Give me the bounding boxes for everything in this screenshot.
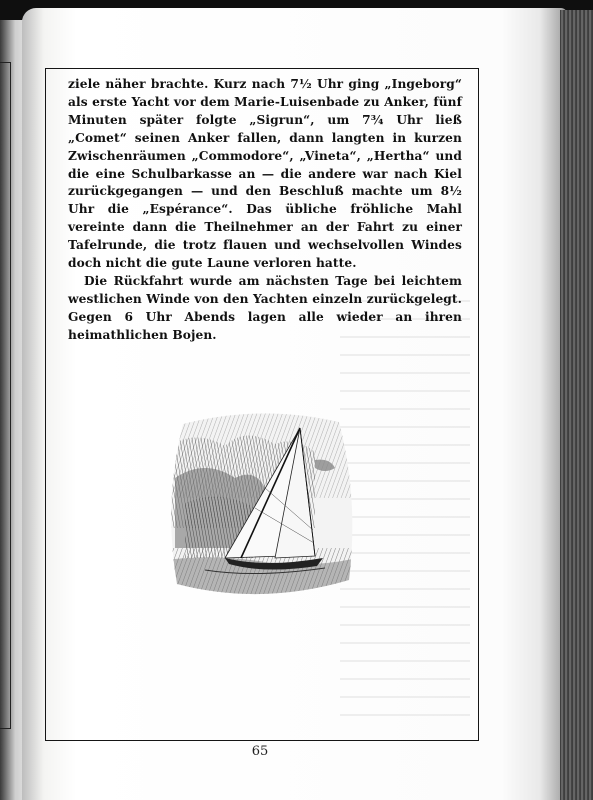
page-number: 65 — [251, 744, 269, 759]
page-stack-edge — [560, 10, 593, 800]
paragraph-2: Die Rückfahrt wurde am nächsten Tage bei leichtem westlichen Winde von den Yachten einzeln zurückgelegt. Gegen 6 Uhr Abends lagen alle wieder an ihren heimathlichen Bojen. — [68, 273, 462, 342]
left-page-border — [0, 62, 11, 729]
body-text — [68, 76, 462, 345]
paragraph-1: ziele näher brachte. Kurz nach 7½ Uhr ging „Ingeborg“ als erste Yacht vor dem Marie-Luisenbade zu Anker, fünf Minuten später folgte „Sigrun“, um 7¾ Uhr ließ „Comet“ seinen Anker fallen, dann langten in kurzen Zwischenräumen „Commodore“, „Vineta“, „Hertha“ und die eine Schulbarkasse an — die andere war nach Kiel zurückgegangen — und den Beschluß machte um 8½ Uhr die „Espérance“. Das übliche fröhliche Mahl vereinte dann die Theilnehmer an der Fahrt zu einer Tafelrunde, die trotz flauen und wechselvollen Windes doch nicht die gute Laune verloren hatte. — [68, 77, 462, 271]
sailing-yacht-engraving-icon — [165, 408, 357, 604]
